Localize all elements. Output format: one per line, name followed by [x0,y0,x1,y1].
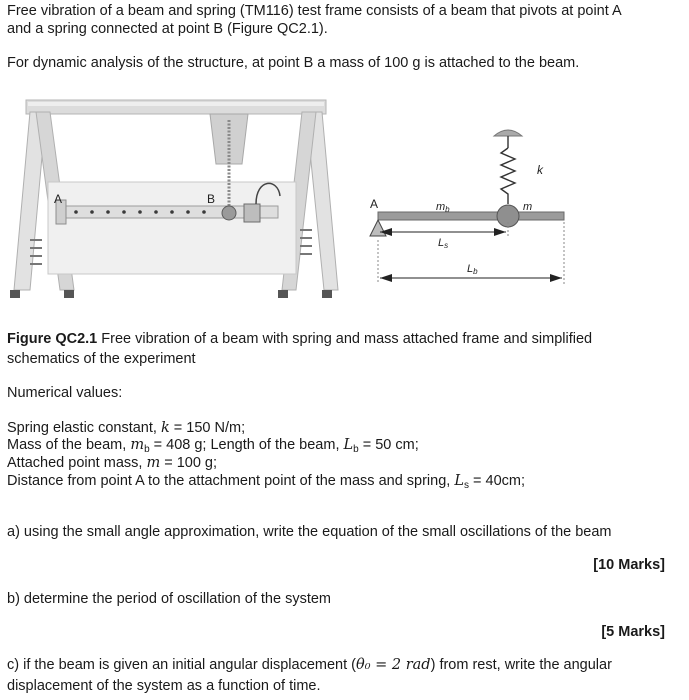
spring-label-k: k [537,163,543,177]
question-a-marks: [10 Marks] [593,557,665,573]
question-c-line-2: displacement of the system as a function of time. [7,678,321,694]
schematic-diagram [360,122,580,302]
question-b-marks: [5 Marks] [601,624,665,640]
intro-line-3: For dynamic analysis of the structure, at point B a mass of 100 g is attached to the beam. [7,55,580,71]
numerical-line-4: Distance from point A to the attachment point of the mass and spring, $L_s = 40cm$; [7,473,525,491]
test-frame-photo [10,92,340,312]
question-b: b) determine the period of oscillation of the system [7,591,331,607]
figure-caption-line-2: schematics of the experiment [7,351,196,367]
photo-label-B: B [207,192,216,206]
beam-mass-label: mb [436,201,450,214]
numerical-heading: Numerical values: [7,385,123,401]
figure-caption-line-1: Figure QC2.1 Free vibration of a beam with spring and mass attached frame and simplified [7,331,593,347]
intro-line-1: Free vibration of a beam and spring (TM116) test frame consists of a beam that pivots at point A [7,3,622,19]
intro-line-2: and a spring connected at point B (Figure QC2.1). [7,21,328,37]
numerical-line-2: Mass of the beam, $m_b = 408$ g; Length of the beam, $L_b = 50$ cm; [7,437,419,455]
mass-label-m: m [523,201,533,213]
question-a: a) using the small angle approximation, write the equation of the small oscillations of the beam [7,524,612,540]
pivot-label-A: A [370,197,379,211]
numerical-line-3: Attached point mass, m = 100 g; [7,455,218,471]
numerical-line-1: Spring elastic constant, k = 150 N/m; [7,420,246,436]
ls-label: Ls [438,237,449,250]
question-c-line-1: c) if the beam is given an initial angular displacement (θ₀ = 2 rad) from rest, write the angular [7,657,612,673]
photo-label-A: A [54,192,63,206]
lb-label: Lb [467,263,478,276]
